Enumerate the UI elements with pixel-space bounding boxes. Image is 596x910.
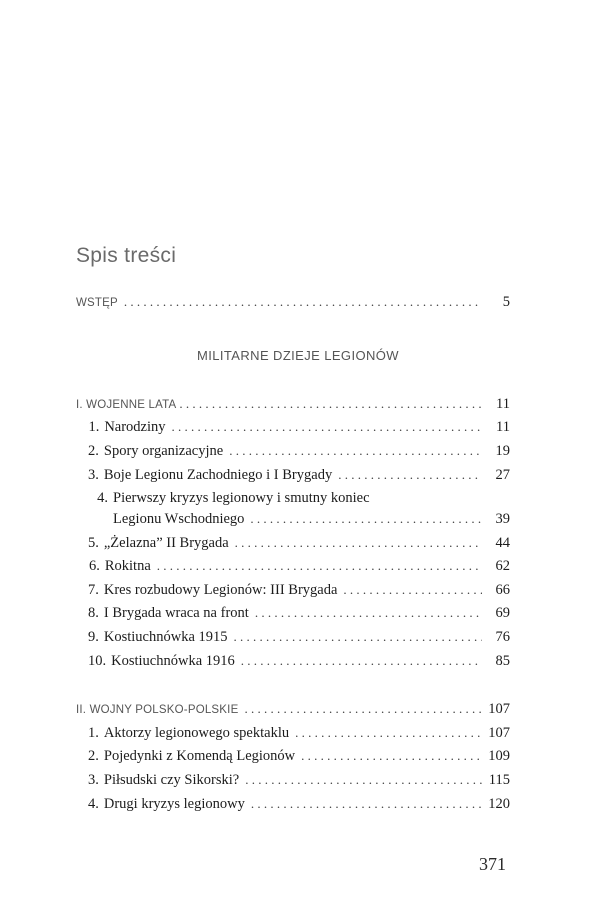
chapter-page: 39 <box>495 511 510 527</box>
chapter-number: 2. <box>88 443 99 459</box>
toc-chapter[interactable] <box>88 628 510 646</box>
leader-dots <box>301 747 482 765</box>
toc-chapter[interactable] <box>88 466 510 484</box>
chapter-title: Kostiuchnówka 1915 <box>103 629 228 645</box>
chapter-page: 120 <box>488 796 510 812</box>
chapter-number: 2. <box>88 748 99 764</box>
toc-chapter[interactable] <box>88 652 510 670</box>
chapter-page: 115 <box>488 772 510 788</box>
leader-dots <box>172 418 482 436</box>
chapter-page: 69 <box>495 605 510 621</box>
chapter-number: 1. <box>88 725 99 741</box>
toc-intro-label: WSTĘP <box>76 297 118 309</box>
chapter-page: 62 <box>495 558 510 574</box>
leader-dots <box>343 581 482 599</box>
chapter-title: Aktorzy legionowego spektaklu <box>103 725 290 741</box>
toc-chapter[interactable] <box>88 418 510 436</box>
chapter-title: Piłsudski czy Sikorski? <box>103 772 240 788</box>
toc-chapter[interactable] <box>88 581 510 599</box>
chapter-title: Pierwszy kryzys legionowy i smutny koniec <box>113 490 370 506</box>
chapter-number: 8. <box>88 605 99 621</box>
chapter-number: 4. <box>97 490 108 506</box>
chapter-page: 44 <box>495 535 510 551</box>
toc-part-page: 11 <box>496 396 510 412</box>
chapter-number: 5. <box>88 535 99 551</box>
section-heading: MILITARNE DZIEJE LEGIONÓW <box>197 348 399 363</box>
chapter-number: 3. <box>88 467 99 483</box>
leader-dots <box>235 534 482 552</box>
chapter-page: 76 <box>495 629 510 645</box>
leader-dots <box>234 628 482 646</box>
chapter-title: Boje Legionu Zachodniego i I Brygady <box>103 467 333 483</box>
leader-dots <box>241 652 482 670</box>
page-number: 371 <box>479 854 506 874</box>
chapter-page: 27 <box>495 467 510 483</box>
chapter-number: 10. <box>88 653 107 669</box>
chapter-title: Spory organizacyjne <box>103 443 224 459</box>
toc-intro-page: 5 <box>502 294 510 310</box>
leader-dots <box>157 557 482 575</box>
leader-dots <box>251 795 482 813</box>
toc-chapter[interactable] <box>88 557 510 575</box>
chapter-number: 6. <box>88 558 100 574</box>
leader-dots <box>245 771 482 789</box>
toc-chapter[interactable] <box>88 534 510 552</box>
toc-part[interactable] <box>76 395 510 414</box>
leader-dots <box>295 724 482 742</box>
chapter-page: 109 <box>488 748 510 764</box>
chapter-page: 11 <box>496 419 510 435</box>
chapter-title: Kres rozbudowy Legionów: III Brygada <box>103 582 338 598</box>
chapter-title: „Żelazna” II Brygada <box>103 535 229 551</box>
toc-chapter[interactable] <box>88 795 510 813</box>
chapter-title: Pojedynki z Komendą Legionów <box>103 748 296 764</box>
chapter-page: 66 <box>495 582 510 598</box>
leader-dots <box>244 700 482 718</box>
toc-chapter[interactable] <box>88 747 510 765</box>
chapter-page: 85 <box>495 653 510 669</box>
chapter-number: 9. <box>88 629 99 645</box>
toc-chapter[interactable] <box>88 604 510 622</box>
toc-part-page: 107 <box>488 701 510 717</box>
toc-part-label: II. WOJNY POLSKO-POLSKIE <box>76 704 239 716</box>
chapter-title: Rokitna <box>104 558 151 574</box>
leader-dots <box>255 604 482 622</box>
chapter-title: Drugi kryzys legionowy <box>103 796 245 812</box>
toc-part-label: I. WOJENNE LATA <box>76 399 177 411</box>
chapter-number: 4. <box>88 796 99 812</box>
leader-dots <box>179 395 482 413</box>
chapter-title: Narodziny <box>104 419 166 435</box>
leader-dots <box>229 442 482 460</box>
toc-chapter[interactable] <box>88 724 510 742</box>
toc-chapter[interactable] <box>113 510 510 528</box>
chapter-number: 1. <box>88 419 100 435</box>
page-title: Spis treści <box>76 244 177 267</box>
chapter-number: 7. <box>88 582 99 598</box>
chapter-page: 19 <box>495 443 510 459</box>
chapter-number: 3. <box>88 772 99 788</box>
toc-part[interactable] <box>76 700 510 719</box>
toc-chapter[interactable] <box>88 771 510 789</box>
chapter-title-continued: Legionu Wschodniego <box>113 511 245 527</box>
toc-chapter[interactable] <box>88 442 510 460</box>
toc-chapter-first-line[interactable] <box>88 489 370 507</box>
chapter-title: I Brygada wraca na front <box>103 605 249 621</box>
leader-dots <box>250 510 482 528</box>
leader-dots <box>338 466 482 484</box>
leader-dots <box>124 293 482 311</box>
chapter-page: 107 <box>488 725 510 741</box>
chapter-title: Kostiuchnówka 1916 <box>111 653 235 669</box>
toc-intro[interactable] <box>76 293 510 312</box>
